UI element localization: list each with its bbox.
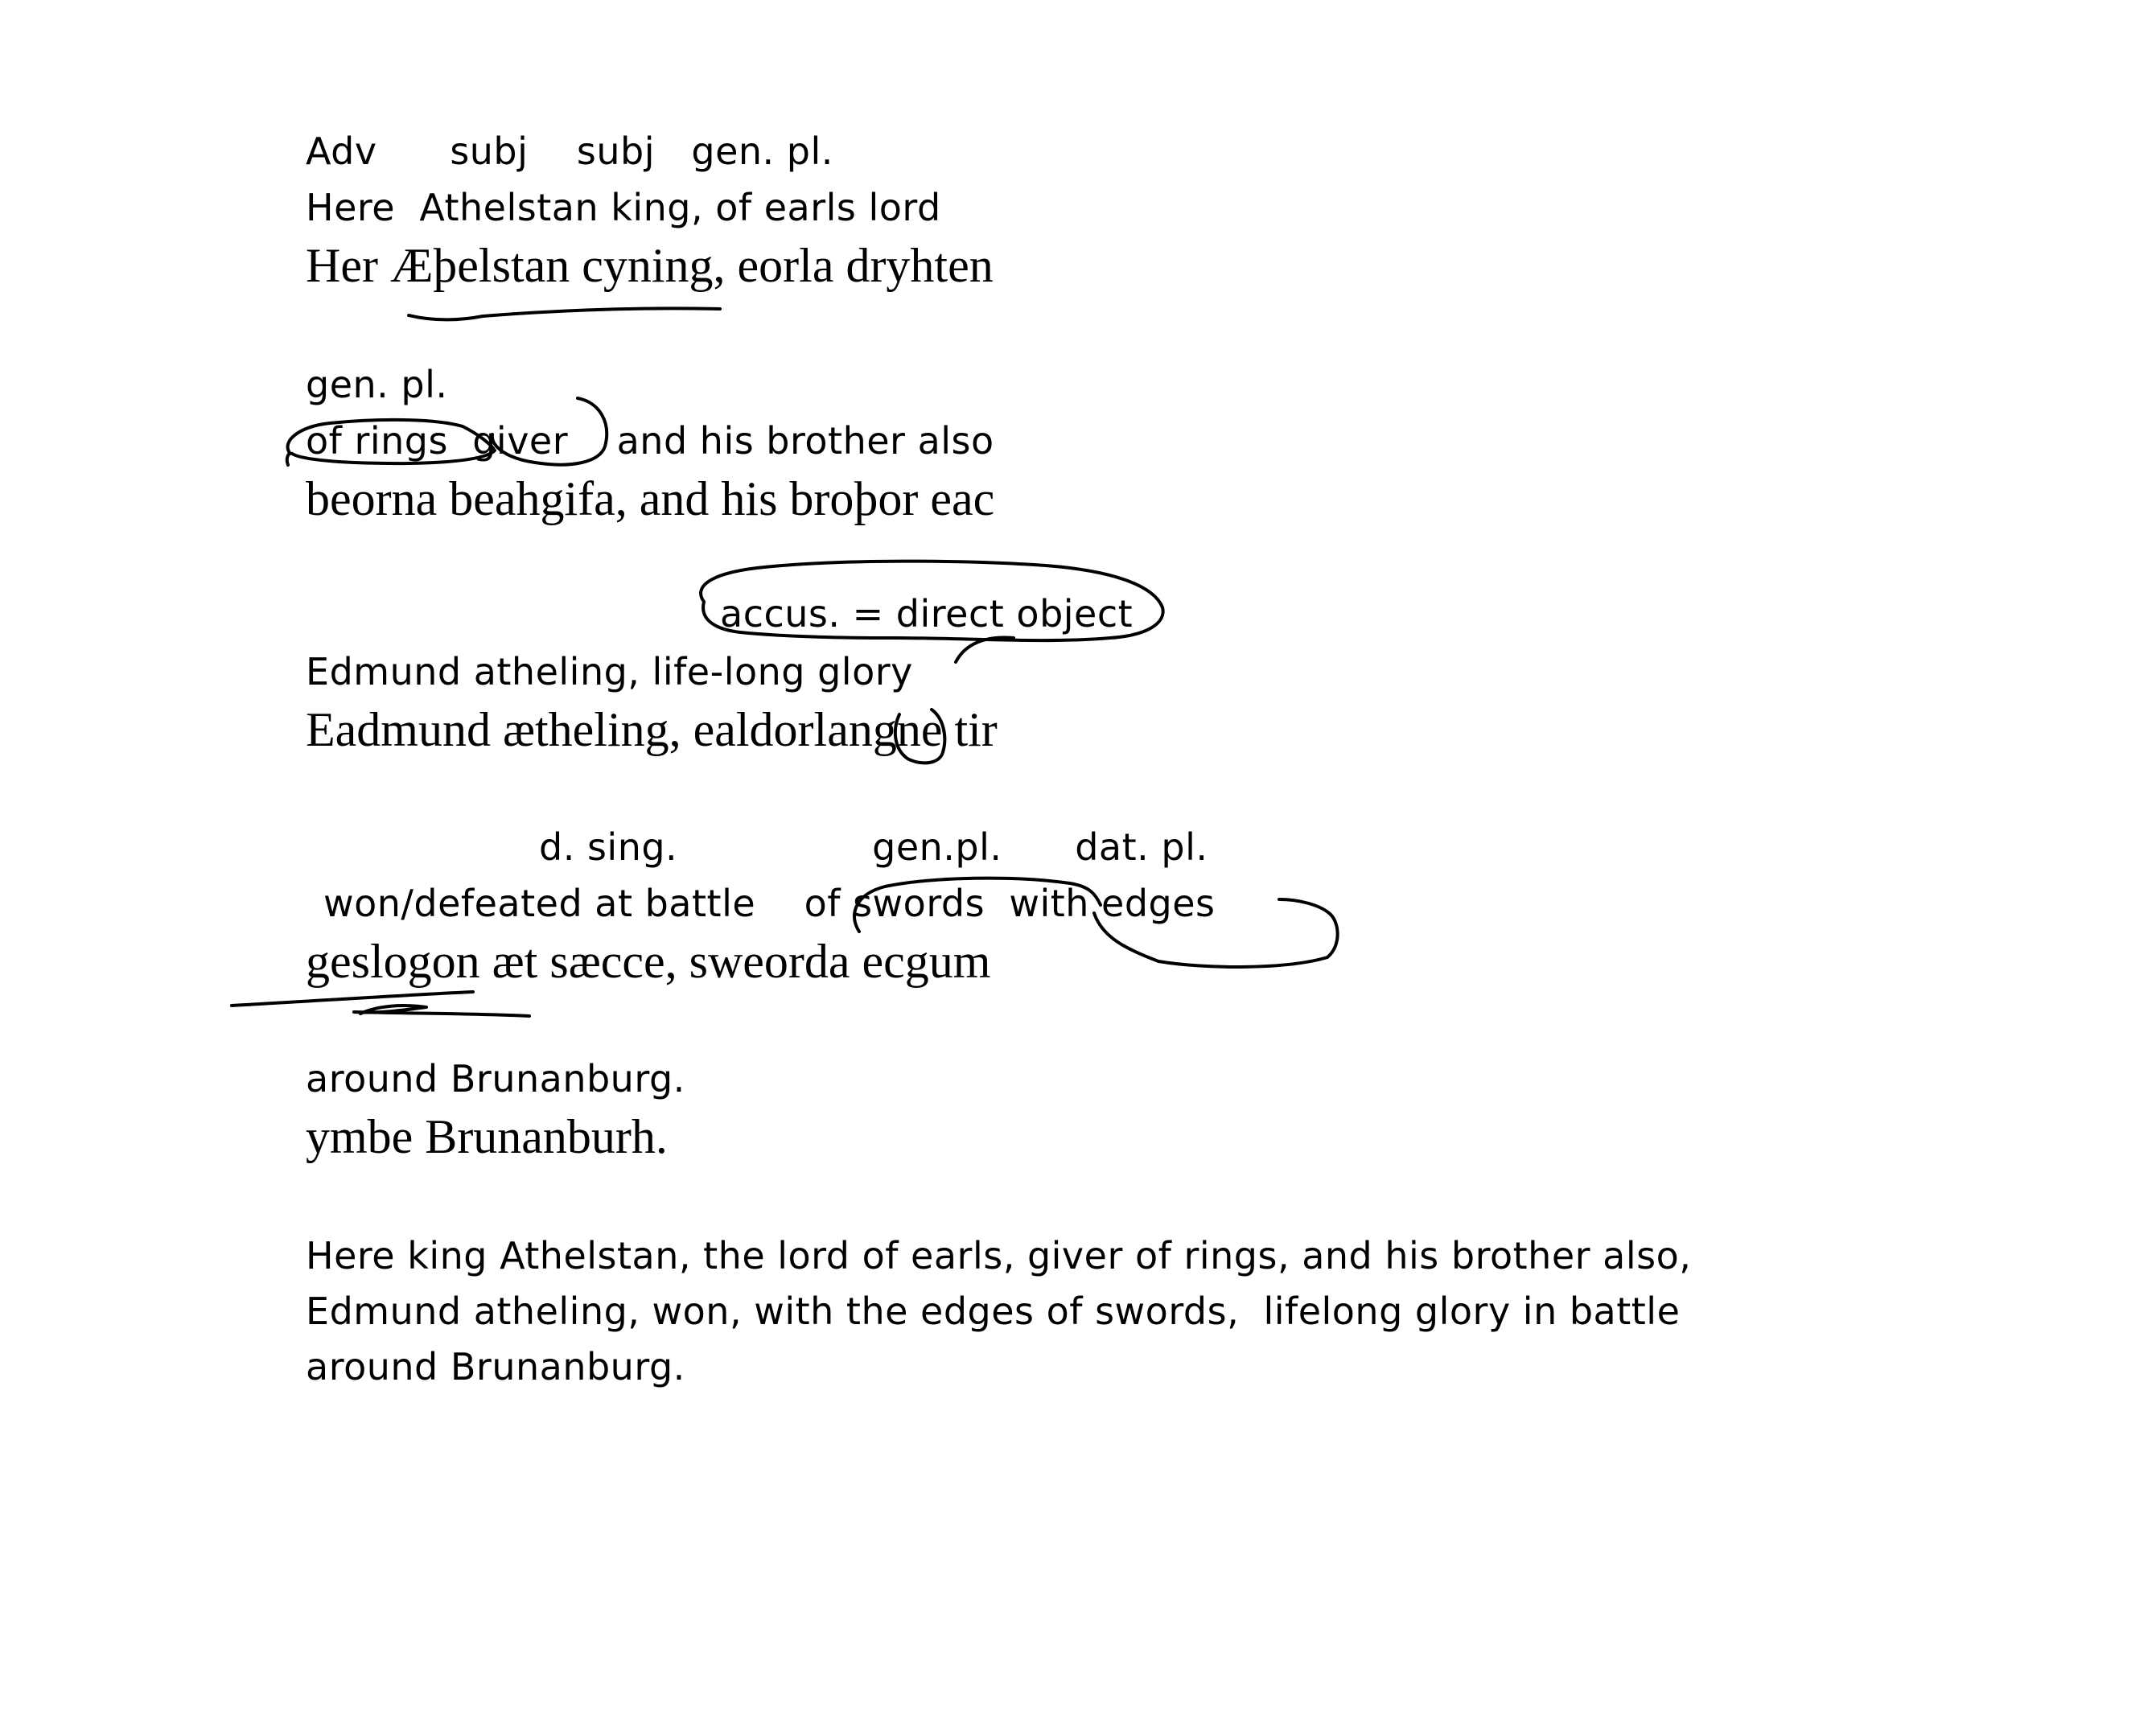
circle-of-rings [287,420,495,465]
stanza2-old-english: beorna beahgifa, and his broþor eac [306,472,995,525]
stanza4-grammar-labels: d. sing. gen.pl. dat. pl. [539,825,1208,869]
translation-line-1: Here king Athelstan, the lord of earls, giver of rings, and his brother also, [306,1234,1692,1277]
stanza2-gloss: of rings giver and his brother also [306,419,994,463]
stanza1-grammar-labels: Adv subj subj gen. pl. [306,130,833,173]
circle-giver [492,398,607,465]
stanza3-old-english: Eadmund ætheling, ealdorlangne tir [306,703,998,756]
translation-line-3: around Brunanburg. [306,1345,685,1388]
underline-geslogon [232,992,473,1006]
circle-of-swords [854,878,1101,932]
stanza1-gloss: Here Athelstan king, of earls lord [306,186,941,229]
circle-accus-direct-object [701,562,1163,640]
underline-geslogon-scribble [354,1006,529,1016]
stanza5-gloss: around Brunanburg. [306,1057,685,1100]
stanza4-old-english: geslogon æt sæcce, sweorda ecgum [306,935,991,988]
stanza3-grammar-labels: accus. = direct object [720,592,1134,636]
translation-line-2: Edmund atheling, won, with the edges of swords, lifelong glory in battle [306,1290,1681,1333]
stanza3-gloss: Edmund atheling, life-long glory [306,650,913,693]
stanza1-old-english: Her Æþelstan cyning, eorla dryhten [306,239,994,292]
underline-athelstan-cyning [409,308,720,319]
circle-with-edges [1094,899,1338,967]
stanza2-grammar-labels: gen. pl. [306,363,448,406]
stanza5-old-english: ymbe Brunanburh. [306,1110,668,1163]
stanza4-gloss: won/defeated at battle of swords with edges [323,882,1216,925]
circle-ne [895,710,944,763]
